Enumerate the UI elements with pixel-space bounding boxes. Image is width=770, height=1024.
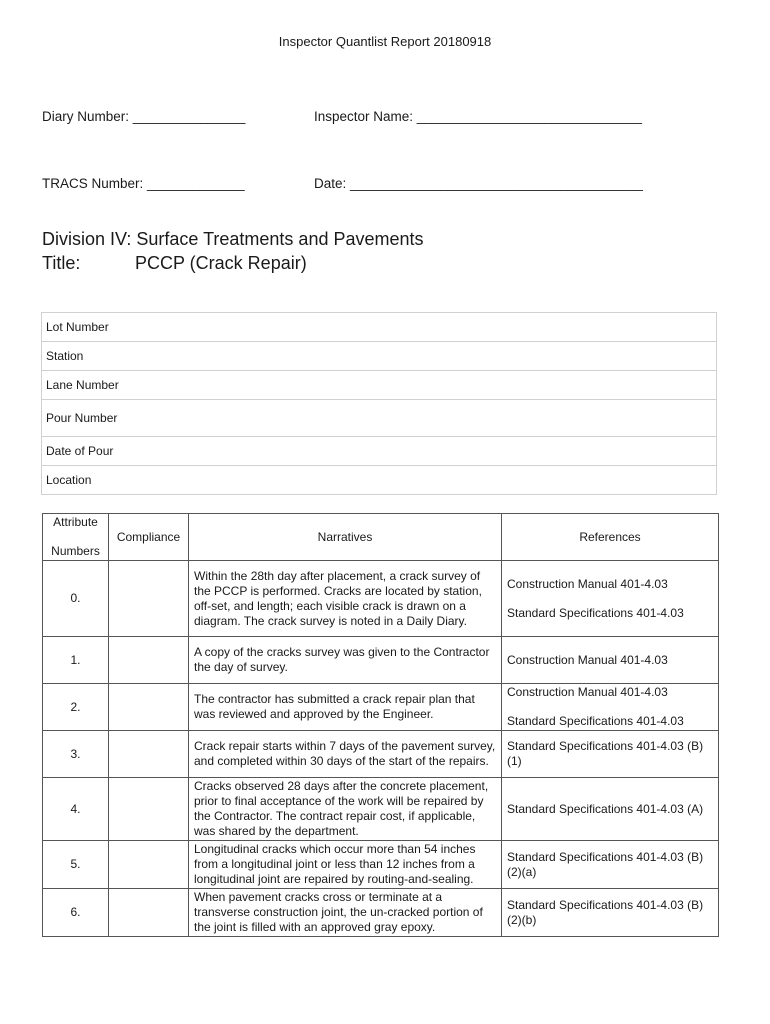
info-label: Pour Number: [42, 400, 717, 437]
reference-line: Construction Manual 401-4.03: [507, 685, 668, 699]
table-row: [43, 684, 719, 731]
info-label: Lot Number: [42, 313, 717, 342]
attribute-number: 3.: [43, 731, 109, 778]
references-cell: [502, 684, 719, 731]
compliance-cell[interactable]: [109, 889, 189, 937]
attribute-number: 0.: [43, 561, 109, 637]
info-row-lot-number[interactable]: [42, 313, 717, 342]
lot-info-table: [41, 312, 717, 495]
division-heading: Division IV: Surface Treatments and Pavements: [42, 229, 424, 249]
info-label: Station: [42, 342, 717, 371]
narrative-cell: The contractor has submitted a crack repair plan that was reviewed and approved by the Engineer.: [189, 684, 502, 731]
narrative-cell: When pavement cracks cross or terminate at a transverse construction joint, the un-cracked portion of the joint is filled with an approved gray epoxy.: [189, 889, 502, 937]
narrative-cell: Within the 28th day after placement, a crack survey of the PCCP is performed. Cracks are located by station, off-set, and length; each visible crack is drawn on a diagram. The crack survey is noted in a Daily Diary.: [189, 561, 502, 637]
narrative-cell: Crack repair starts within 7 days of the pavement survey, and completed within 30 days of the start of the repairs.: [189, 731, 502, 778]
info-row-location[interactable]: [42, 466, 717, 495]
compliance-header: Compliance: [109, 514, 189, 561]
attribute-header-line2: Numbers: [51, 544, 100, 558]
attribute-number: 1.: [43, 637, 109, 684]
attribute-number: 4.: [43, 778, 109, 841]
info-row-lane-number[interactable]: [42, 371, 717, 400]
inspector-name-field[interactable]: Inspector Name: ______________________________: [314, 109, 643, 124]
info-label: Lane Number: [42, 371, 717, 400]
table-row: [43, 889, 719, 937]
info-label: Location: [42, 466, 717, 495]
table-row: [43, 778, 719, 841]
reference-line: Standard Specifications 401-4.03: [507, 714, 684, 728]
title-label: Title:: [42, 253, 81, 273]
table-row: [43, 731, 719, 778]
references-cell: Standard Specifications 401-4.03 (B)(2)(b): [502, 889, 719, 937]
references-cell: Standard Specifications 401-4.03 (B)(1): [502, 731, 719, 778]
attribute-number: 5.: [43, 841, 109, 889]
compliance-cell[interactable]: [109, 731, 189, 778]
compliance-cell[interactable]: [109, 778, 189, 841]
report-title: Inspector Quantlist Report 20180918: [278, 34, 492, 49]
compliance-cell[interactable]: [109, 561, 189, 637]
narrative-cell: A copy of the cracks survey was given to the Contractor the day of survey.: [189, 637, 502, 684]
compliance-cell[interactable]: [109, 637, 189, 684]
references-cell: Standard Specifications 401-4.03 (B)(2)(a): [502, 841, 719, 889]
info-row-station[interactable]: [42, 342, 717, 371]
narrative-cell: Longitudinal cracks which occur more than 54 inches from a longitudinal joint or less than 12 inches from a longitudinal joint are repaired by routing-and-sealing.: [189, 841, 502, 889]
compliance-cell[interactable]: [109, 684, 189, 731]
diary-number-field[interactable]: Diary Number: _______________: [42, 109, 246, 124]
references-cell: [502, 561, 719, 637]
references-header: References: [502, 514, 719, 561]
date-field[interactable]: Date: _______________________________________: [314, 176, 643, 191]
info-row-date-of-pour[interactable]: [42, 437, 717, 466]
reference-line: Construction Manual 401-4.03: [507, 576, 668, 591]
title-value: PCCP (Crack Repair): [135, 253, 307, 273]
attribute-header-line1: Attribute: [53, 515, 98, 529]
compliance-cell[interactable]: [109, 841, 189, 889]
info-row-pour-number[interactable]: [42, 400, 717, 437]
attribute-table: [42, 513, 719, 937]
table-row: [43, 841, 719, 889]
reference-line: Construction Manual 401-4.03: [507, 652, 668, 667]
info-label: Date of Pour: [42, 437, 717, 466]
references-cell: Standard Specifications 401-4.03 (A): [502, 778, 719, 841]
tracs-number-field[interactable]: TRACS Number: _____________: [42, 176, 245, 191]
attribute-number: 6.: [43, 889, 109, 937]
narratives-header: Narratives: [189, 514, 502, 561]
table-row: [43, 561, 719, 637]
narrative-cell: Cracks observed 28 days after the concrete placement, prior to final acceptance of the work will be repaired by the Contractor. The contract repair cost, if applicable, was shared by the department.: [189, 778, 502, 841]
table-row: [43, 637, 719, 684]
attribute-number: 2.: [43, 684, 109, 731]
references-cell: [502, 637, 719, 684]
table-header-row: [43, 514, 719, 561]
attribute-numbers-header: [43, 514, 109, 561]
reference-line: Standard Specifications 401-4.03: [507, 605, 684, 620]
